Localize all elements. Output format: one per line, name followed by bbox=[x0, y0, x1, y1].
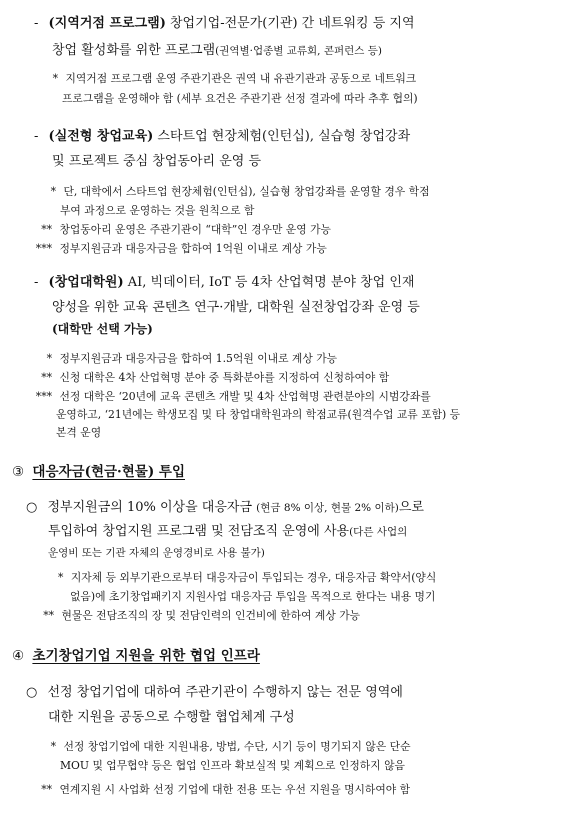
item3-note3-cont1: 운영하고, ‘21년에는 학생모집 및 타 창업대학원과의 학점교류(원격수업 교류 포함) 등 bbox=[56, 408, 461, 421]
section3-l2-small: (다른 사업의 bbox=[349, 526, 408, 538]
section4-note1 bbox=[44, 739, 411, 754]
item2-note1 bbox=[42, 184, 430, 199]
item3-note1-mark: * bbox=[46, 352, 52, 365]
section3-note2-text: 현물은 전담조직의 장 및 전담인력의 인건비에 한하여 계상 가능 bbox=[61, 609, 361, 622]
item3-bullet: - bbox=[34, 275, 39, 290]
item3-note3 bbox=[30, 389, 431, 404]
section4-heading bbox=[12, 644, 260, 664]
item3-note3-text: 선정 대학은 ‘20년에 교육 콘텐츠 개발 및 4차 산업혁명 관련분야의 시범강좌를 bbox=[59, 390, 431, 403]
item3-note2-mark: ** bbox=[41, 371, 52, 384]
section3-note1-text: 지자체 등 외부기관으로부터 대응자금이 투입되는 경우, 대응자금 확약서(양식 bbox=[70, 571, 437, 584]
item3-note1 bbox=[40, 351, 337, 366]
section3-para-line1 bbox=[26, 496, 424, 515]
item3-note2 bbox=[36, 370, 389, 385]
item2-note1-text: 단, 대학에서 스타트업 현장체험(인턴십), 실습형 창업강좌를 운영할 경우 학점 bbox=[63, 185, 430, 198]
item1-text2-small: (권역별·업종별 교류회, 콘퍼런스 등) bbox=[215, 45, 382, 57]
item2-line1 bbox=[34, 125, 410, 144]
section4-note2 bbox=[36, 782, 410, 797]
item2-note2 bbox=[36, 222, 331, 237]
section3-note1-cont: 없음)에 초기창업패키지 지원사업 대응자금 투입을 목적으로 한다는 내용 명기 bbox=[70, 590, 436, 603]
item2-note3-mark: *** bbox=[35, 242, 52, 255]
section3-l2-text: 투입하여 창업지원 프로그램 및 전담조직 운영에 사용 bbox=[48, 524, 350, 539]
section4-para-line2: 대한 지원을 공동으로 수행할 협업체계 구성 bbox=[48, 710, 295, 725]
item2-note1-mark: * bbox=[50, 185, 56, 198]
section3-note1 bbox=[58, 570, 436, 585]
item2-note3 bbox=[30, 241, 327, 256]
item1-note1-cont: 프로그램을 운영해야 함 (세부 요건은 주관기관 선정 결과에 따라 추후 협의) bbox=[62, 92, 418, 105]
section3-note2 bbox=[40, 608, 360, 623]
item1-text2: 창업 활성화를 위한 프로그램 bbox=[52, 43, 216, 58]
section4-note2-mark: ** bbox=[41, 783, 52, 796]
item1-bullet: - bbox=[34, 16, 39, 31]
item1-note1-text: 지역거점 프로그램 운영 주관기관은 권역 내 유관기관과 공동으로 네트워크 bbox=[65, 72, 417, 85]
section3-bullet: ○ bbox=[26, 500, 38, 515]
item3-line3: (대학만 선택 가능) bbox=[52, 322, 153, 336]
item2-note1-cont: 부여 과정으로 운영하는 것을 원칙으로 함 bbox=[60, 204, 255, 217]
section4-note2-text: 연계지원 시 사업화 선정 기업에 대한 전용 또는 우선 지원을 명시하여야 함 bbox=[59, 783, 411, 796]
item2-note3-text: 정부지원금과 대응자금을 합하여 1억원 이내로 계상 가능 bbox=[59, 242, 327, 255]
item1-title: (지역거점 프로그램) bbox=[48, 16, 166, 31]
section3-l1-text: 정부지원금의 10% 이상을 대응자금 bbox=[47, 500, 257, 515]
section4-bullet: ○ bbox=[26, 685, 38, 700]
section3-note2-mark: ** bbox=[43, 609, 54, 622]
item3-note3-cont2: 본격 운영 bbox=[56, 426, 102, 439]
item2-note2-mark: ** bbox=[41, 223, 52, 236]
section3-note1-mark: * bbox=[58, 571, 64, 584]
item1-note1-mark: * bbox=[52, 72, 58, 85]
item2-bullet: - bbox=[34, 129, 39, 144]
section4-number: ④ bbox=[12, 648, 25, 664]
section3-para-line3: 운영비 또는 기관 자체의 운영경비로 사용 불가) bbox=[48, 547, 265, 559]
section4-l1-text: 선정 창업기업에 대하여 주관기관이 수행하지 않는 전문 영역에 bbox=[47, 685, 403, 700]
section3-number: ③ bbox=[12, 464, 25, 480]
section4-title: 초기창업기업 지원을 위한 협업 인프라 bbox=[32, 648, 260, 664]
section3-l1-small: (현금 8% 이상, 현물 2% 이하) bbox=[256, 502, 399, 514]
section3-para-line2 bbox=[48, 520, 407, 539]
section4-para-line1 bbox=[26, 681, 403, 700]
item2-note2-text: 창업동아리 운영은 주관기관이 “대학”인 경우만 운영 가능 bbox=[59, 223, 331, 236]
item3-line1 bbox=[34, 271, 414, 290]
item3-line2: 양성을 위한 교육 콘텐츠 연구·개발, 대학원 실전창업강좌 운영 등 bbox=[52, 300, 420, 315]
section3-heading bbox=[12, 460, 185, 480]
item3-note1-text: 정부지원금과 대응자금을 합하여 1.5억원 이내로 계상 가능 bbox=[59, 352, 338, 365]
item1-line1 bbox=[34, 12, 415, 31]
item3-note3-mark: *** bbox=[35, 390, 52, 403]
section4-note1-mark: * bbox=[50, 740, 56, 753]
item2-title: (실전형 창업교육) bbox=[48, 129, 154, 144]
section4-note1-text: 선정 창업기업에 대한 지원내용, 방법, 수단, 시기 등이 명기되지 않은 단순 bbox=[63, 740, 411, 753]
item1-note1 bbox=[46, 71, 416, 86]
item3-note2-text: 신청 대학은 4차 산업혁명 분야 중 특화분야를 지정하여 신청하여야 함 bbox=[59, 371, 390, 384]
item1-text1: 창업기업-전문가(기관) 간 네트워킹 등 지역 bbox=[165, 16, 415, 31]
section3-l1-end: 으로 bbox=[398, 500, 424, 515]
item2-line2: 및 프로젝트 중심 창업동아리 운영 등 bbox=[52, 154, 262, 169]
item3-text1: AI, 빅데이터, IoT 등 4차 산업혁명 분야 창업 인재 bbox=[123, 275, 415, 290]
item2-text1: 스타트업 현장체험(인턴십), 실습형 창업강좌 bbox=[153, 129, 411, 144]
item3-title: (창업대학원) bbox=[48, 275, 124, 290]
section4-note1-cont: MOU 및 업무협약 등은 협업 인프라 확보실적 및 계획으로 인정하지 않음 bbox=[60, 759, 405, 772]
section3-title: 대응자금(현금·현물) 투입 bbox=[32, 464, 185, 480]
item1-line2 bbox=[52, 39, 382, 58]
